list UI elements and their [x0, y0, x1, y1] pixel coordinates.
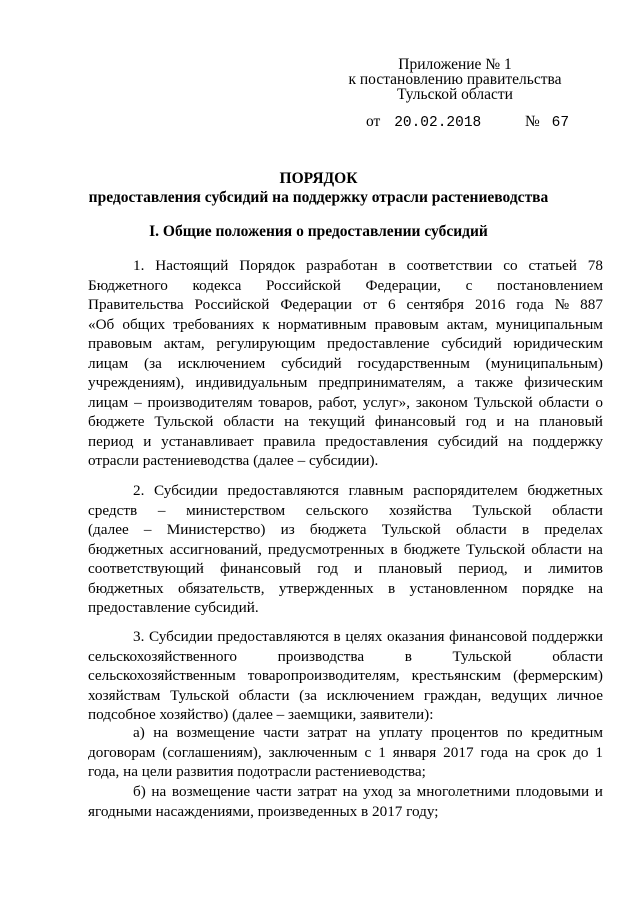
word: распорядителем [413, 482, 518, 499]
word: возмещение [171, 783, 251, 800]
word: на [355, 724, 371, 741]
word: плановый [378, 560, 443, 577]
word: на [153, 724, 169, 741]
word: хозяйства [389, 501, 452, 519]
word: 1 [595, 743, 603, 761]
word: бюджета [309, 521, 367, 538]
document-number-group [525, 113, 569, 131]
paragraph-1 [88, 256, 603, 471]
word: Тульской [466, 540, 526, 558]
text-line [88, 481, 603, 501]
word: до [573, 743, 589, 761]
word: о [595, 393, 603, 411]
word: установленном [409, 579, 508, 597]
word: порядке [521, 579, 574, 597]
word: Российской [194, 296, 270, 313]
word: ассигнований, [169, 540, 262, 558]
appendix-line-1: Приложение № 1 [398, 56, 512, 73]
word: Порядок [239, 257, 296, 274]
word: товаропроизводителям, [247, 667, 400, 684]
word: года [516, 296, 544, 313]
word: законом [415, 393, 468, 411]
word: на [514, 413, 530, 430]
word: с [364, 743, 372, 761]
word: физическим [524, 374, 603, 391]
word: ведущих [490, 686, 548, 704]
word: производителям [147, 393, 253, 411]
word: в [387, 579, 396, 597]
word: со [503, 257, 518, 274]
word: и [594, 783, 603, 800]
word: возмещение [176, 724, 255, 741]
word: разработан [306, 257, 378, 274]
word: Субсидии [154, 482, 218, 499]
text-line [88, 295, 603, 315]
word: регулирующим [216, 335, 316, 352]
word: нормативным [277, 315, 367, 333]
word: Федерации [280, 296, 353, 313]
word: Бюджетного [88, 276, 168, 294]
word: от [362, 296, 378, 313]
word: соответствующий [88, 560, 204, 577]
number-label: № [525, 113, 540, 130]
text-line [88, 451, 603, 471]
word: (соглашениям), [162, 743, 262, 761]
word: б) [133, 783, 146, 800]
text-line [88, 598, 603, 618]
word: муниципальным [495, 315, 603, 333]
word: общих [122, 315, 166, 333]
text-line [88, 686, 603, 706]
word: 1 [378, 743, 386, 761]
word: целях [345, 628, 383, 645]
word: финансовый [374, 413, 456, 430]
word: (муниципальным) [485, 354, 603, 372]
word: главным [348, 482, 404, 499]
date-number-line [366, 113, 570, 131]
word: затрат [307, 724, 348, 741]
word: области [238, 686, 290, 704]
word: личное [556, 686, 603, 704]
word: в [404, 647, 412, 665]
word: из [280, 521, 295, 538]
word: сентября [406, 296, 465, 313]
document-title: ПОРЯДОК [279, 170, 358, 187]
word: на [342, 783, 358, 800]
text-line [88, 627, 603, 647]
word: на [151, 783, 167, 800]
document-date: 20.02.2018 [394, 115, 482, 131]
word: правовым [374, 315, 439, 333]
word: исключением [326, 686, 415, 704]
text-line [88, 743, 603, 763]
word: процентов [430, 724, 499, 741]
word: заключенным [268, 743, 358, 761]
word: и [523, 560, 533, 577]
word: юридическим [513, 335, 603, 352]
word: период, [458, 560, 508, 577]
word: соответствии [406, 257, 493, 274]
text-line [88, 723, 603, 743]
word: января [392, 743, 437, 761]
word: договорам [88, 743, 156, 761]
word: и [143, 432, 152, 450]
text-line [88, 276, 603, 296]
appendix-line-2: к постановлению правительства [348, 71, 562, 88]
text-line [88, 802, 603, 822]
word: хозяйствам [88, 686, 161, 704]
word: 887 [580, 296, 603, 313]
word: средств [88, 501, 138, 519]
word: затрат [297, 783, 338, 800]
word: работ, [318, 393, 358, 411]
word: на [514, 743, 530, 761]
word: а) [133, 724, 145, 741]
word: 3. [133, 628, 145, 645]
word: кредитным [531, 724, 603, 741]
word: плодовыми [515, 783, 590, 800]
text-line [88, 412, 603, 432]
word: правовым [88, 335, 153, 352]
text-line [88, 782, 603, 802]
word: субсидий [281, 354, 342, 372]
word: в [390, 540, 398, 558]
word: ягодными насаждениями, произведенных в 2017 году; [88, 802, 439, 820]
word: бюджетных [88, 540, 164, 558]
word: требованиях [173, 315, 255, 333]
word: а [457, 374, 464, 391]
word: отрасли растениеводства (далее – субсидии). [88, 452, 379, 469]
word: области [538, 393, 590, 411]
word: актам, [163, 335, 205, 352]
word: области [223, 413, 275, 430]
word: Тульской [473, 393, 533, 411]
word: Правительства [88, 296, 184, 313]
word: 2017 [443, 743, 474, 761]
word: 2016 [474, 296, 506, 313]
word: области [552, 501, 603, 519]
paragraph-b [88, 782, 603, 821]
word: в [333, 628, 341, 645]
word: год [465, 413, 487, 430]
word: (фермерским) [513, 667, 603, 684]
word: бюджете [403, 540, 461, 558]
word: государственным [357, 354, 470, 372]
word: предусмотренных [267, 540, 385, 558]
word: 6 [387, 296, 396, 313]
word: Тульской [170, 686, 230, 704]
word: на [284, 413, 299, 430]
word: (за [144, 354, 162, 372]
word: части [255, 783, 292, 800]
word: министерством [186, 501, 286, 519]
text-line [88, 354, 603, 374]
text-line [88, 705, 603, 725]
word: бюджете [88, 413, 145, 430]
word: учреждениям), [88, 374, 185, 391]
word: области [455, 521, 507, 538]
word: бюджетных [527, 482, 603, 499]
word: с [465, 276, 473, 294]
text-line [88, 666, 603, 686]
word: лицам [88, 393, 129, 411]
word: в [388, 257, 396, 274]
word: постановлением [496, 276, 603, 294]
paragraph-2 [88, 481, 603, 618]
word: на [588, 540, 603, 558]
word: сельского [305, 501, 369, 519]
word: поддержки [531, 628, 603, 645]
word: 1. [133, 257, 145, 274]
word: Федерации, [365, 276, 441, 294]
word: Тульской [472, 501, 532, 519]
word: области [552, 647, 603, 665]
word: товаров, [258, 393, 313, 411]
word: «Об [88, 315, 115, 333]
word: пределах [544, 521, 603, 538]
text-line [88, 559, 603, 579]
document-number: 67 [551, 115, 570, 131]
word: к [262, 315, 270, 333]
word: услуг», [362, 393, 411, 411]
word: плановый [539, 413, 603, 430]
word: производства [277, 647, 365, 665]
text-line [88, 520, 603, 540]
appendix-header [340, 57, 570, 102]
text-line [88, 501, 603, 521]
word: – [157, 501, 166, 519]
word: лимитов [548, 560, 603, 577]
word: обязательств, [178, 579, 265, 597]
text-line [88, 256, 603, 276]
word: сельскохозяйственного [88, 647, 237, 665]
word: лицам [88, 354, 129, 372]
word: подсобное хозяйство) (далее – заемщики, заявители): [88, 706, 434, 723]
paragraph-a [88, 723, 603, 782]
word: текущий [308, 413, 365, 430]
word: многолетними [416, 783, 511, 800]
word: (далее [88, 521, 129, 538]
word: – [134, 393, 142, 411]
word: оказания [387, 628, 445, 645]
word: поддержку [532, 432, 603, 450]
word: субсидий [437, 432, 499, 450]
word: финансовой [449, 628, 528, 645]
word: правила [263, 432, 316, 450]
word: предоставление [326, 335, 430, 352]
word: 2. [133, 482, 145, 499]
appendix-line-3: Тульской области [397, 86, 513, 103]
word: № [554, 296, 570, 313]
word: предоставление субсидий. [88, 599, 259, 616]
word: финансовый [220, 560, 301, 577]
word: индивидуальным [195, 374, 308, 391]
word: Тульской [452, 647, 512, 665]
word: крестьянским [411, 667, 502, 684]
text-line [88, 647, 603, 667]
word: по [506, 724, 523, 741]
word: Субсидии [149, 628, 213, 645]
word: устанавливает [161, 432, 254, 450]
word: уход [363, 783, 393, 800]
word: за [398, 783, 412, 800]
word: и [354, 560, 363, 577]
word: субсидий [441, 335, 502, 352]
word: год [317, 560, 338, 577]
word: Российской [265, 276, 341, 294]
word: на [508, 432, 523, 450]
word: предоставления [325, 432, 429, 450]
word: срок [536, 743, 567, 761]
text-line [88, 334, 603, 354]
word: части [263, 724, 300, 741]
word: и [496, 413, 505, 430]
word: Министерство) [166, 521, 266, 538]
word: предоставляются [227, 482, 339, 499]
word: предоставляются [217, 628, 329, 645]
word: исключением [177, 354, 266, 372]
word: Настоящий [155, 257, 229, 274]
paragraph-3 [88, 627, 603, 725]
text-line [88, 540, 603, 560]
word: утвержденных [278, 579, 374, 597]
text-line [88, 432, 603, 452]
word: также [475, 374, 514, 391]
word: предпринимателям, [318, 374, 446, 391]
word: Тульской [381, 521, 441, 538]
word: 78 [587, 257, 603, 274]
word: уплату [378, 724, 423, 741]
word: области [531, 540, 583, 558]
word: актам, [446, 315, 488, 333]
word: – [143, 521, 152, 538]
word: статьей [528, 257, 577, 274]
word: года [480, 743, 508, 761]
word: Тульской [154, 413, 214, 430]
text-line [88, 315, 603, 335]
section-heading: I. Общие положения о предоставлении субсидий [149, 223, 488, 240]
text-line [88, 373, 603, 393]
document-subtitle: предоставления субсидий на поддержку отрасли растениеводства [88, 189, 549, 206]
date-from-label: от [366, 113, 381, 130]
word: (за [299, 686, 317, 704]
text-line [88, 393, 603, 413]
word: в [521, 521, 530, 538]
word: года, на цели развития подотрасли растениеводства; [88, 763, 426, 780]
text-line [88, 762, 603, 782]
word: сельскохозяйственным [88, 667, 236, 684]
word: граждан, [423, 686, 482, 704]
word: период [88, 432, 134, 450]
word: бюджетных [88, 579, 164, 597]
word: на [588, 579, 603, 597]
text-line [88, 579, 603, 599]
word: кодекса [192, 276, 242, 294]
